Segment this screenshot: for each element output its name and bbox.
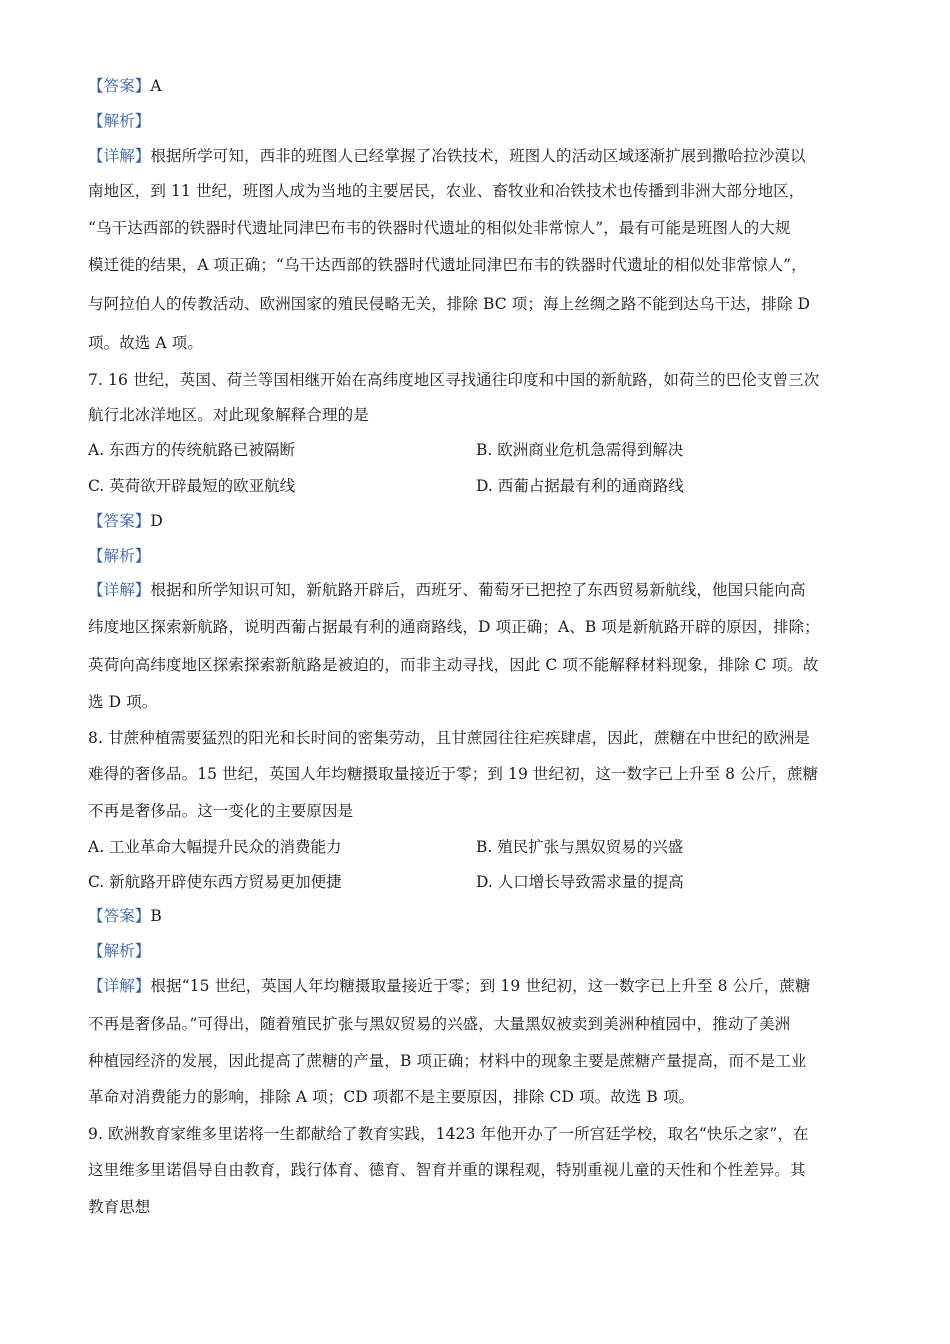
- analysis-label: 【解析】: [88, 942, 151, 960]
- detail-label: 【详解】: [88, 581, 151, 599]
- analysis-label: 【解析】: [88, 547, 151, 565]
- q7-option-c: C. 英荷欲开辟最短的欧亚航线: [88, 477, 296, 495]
- q7-option-b: B. 欧洲商业危机急需得到解决: [476, 441, 684, 459]
- q6-analysis-row: [88, 111, 866, 131]
- answer-label: 【答案】: [88, 77, 151, 95]
- q8-stem-line: 难得的奢侈品。15 世纪，英国人年均糖摄取量接近于零；到 19 世纪初，这一数字已上升至 8 公斤，蔗糖: [88, 765, 819, 783]
- q6-detail-line: “乌干达西部的铁器时代遗址同津巴布韦的铁器时代遗址的相似处非常惊人”，最有可能是班图人的大规: [88, 219, 791, 237]
- q6-detail-line: [88, 146, 866, 166]
- q6-detail-text: 根据所学可知，西非的班图人已经掌握了冶铁技术，班图人的活动区域逐渐扩展到撒哈拉沙漠以: [150, 147, 806, 165]
- q8-option-a: A. 工业革命大幅提升民众的消费能力: [88, 838, 342, 856]
- q7-answer-value: D: [150, 512, 163, 530]
- q7-option-d: D. 西葡占据最有利的通商路线: [476, 477, 684, 495]
- q9-stem-line: 这里维多里诺倡导自由教育，践行体育、德育、智育并重的课程观，特别重视儿童的天性和个性差异。其: [88, 1161, 806, 1179]
- q7-analysis-row: [88, 546, 866, 566]
- q8-option-b: B. 殖民扩张与黑奴贸易的兴盛: [476, 838, 684, 856]
- q8-answer-row: [88, 906, 866, 926]
- q8-detail-line: 种植园经济的发展，因此提高了蔗糖的产量，B 项正确；材料中的现象主要是蔗糖产量提高，而不是工业: [88, 1052, 807, 1070]
- q7-detail-line: 纬度地区探索新航路，说明西葡占据最有利的通商路线，D 项正确；A、B 项是新航路开辟的原因，排除；: [88, 618, 820, 636]
- q9-stem-line: 9. 欧洲教育家维多里诺将一生都献给了教育实践，1423 年他开办了一所宫廷学校，取名“快乐之家”，在: [88, 1125, 809, 1143]
- answer-label: 【答案】: [88, 512, 151, 530]
- q7-answer-row: [88, 511, 866, 531]
- q8-stem-line: 8. 甘蔗种植需要猛烈的阳光和长时间的密集劳动，且甘蔗园往往疟疾肆虐，因此，蔗糖在中世纪的欧洲是: [88, 729, 811, 747]
- q6-detail-line: 项。故选 A 项。: [88, 334, 203, 352]
- q8-detail-line: 不再是奢侈品。”可得出，随着殖民扩张与黑奴贸易的兴盛，大量黑奴被卖到美洲种植园中，推动了美洲: [88, 1015, 791, 1033]
- q7-detail-line: 英荷向高纬度地区探索探索新航路是被迫的，而非主动寻找，因此 C 项不能解释材料现象，排除 C 项。故: [88, 656, 819, 674]
- q6-answer-value: A: [150, 77, 162, 95]
- q8-answer-value: B: [150, 907, 162, 925]
- q7-stem-line: 7. 16 世纪，英国、荷兰等国相继开始在高纬度地区寻找通往印度和中国的新航路，如荷兰的巴伦支曾三次: [88, 371, 820, 389]
- q8-option-c: C. 新航路开辟使东西方贸易更加便捷: [88, 873, 342, 891]
- q8-detail-text: 根据“15 世纪，英国人年均糖摄取量接近于零；到 19 世纪初，这一数字已上升至 8 公斤，蔗糖: [150, 977, 811, 995]
- q8-detail-line: [88, 976, 866, 996]
- q6-detail-line: 南地区，到 11 世纪，班图人成为当地的主要居民，农业、畜牧业和冶铁技术也传播到非洲大部分地区，: [88, 182, 805, 200]
- q7-detail-line: [88, 580, 866, 600]
- q8-analysis-row: [88, 941, 866, 961]
- q7-detail-line: 选 D 项。: [88, 693, 158, 711]
- q6-detail-line: 与阿拉伯人的传教活动、欧洲国家的殖民侵略无关，排除 BC 项；海上丝绸之路不能到达乌干达，排除 D: [88, 295, 811, 313]
- q7-detail-text: 根据和所学知识可知，新航路开辟后，西班牙、葡萄牙已把控了东西贸易新航线，他国只能向高: [150, 581, 806, 599]
- detail-label: 【详解】: [88, 147, 151, 165]
- analysis-label: 【解析】: [88, 112, 151, 130]
- q8-detail-line: 革命对消费能力的影响，排除 A 项；CD 项都不是主要原因，排除 CD 项。故选 B 项。: [88, 1088, 695, 1106]
- q8-option-d: D. 人口增长导致需求量的提高: [476, 873, 684, 891]
- q7-stem-line: 航行北冰洋地区。对此现象解释合理的是: [88, 406, 369, 424]
- q6-answer-row: [88, 76, 866, 96]
- q6-detail-line: 模迁徙的结果，A 项正确；“乌干达西部的铁器时代遗址同津巴布韦的铁器时代遗址的相似处非常惊人”，: [88, 256, 807, 274]
- answer-label: 【答案】: [88, 907, 151, 925]
- detail-label: 【详解】: [88, 977, 151, 995]
- q7-option-a: A. 东西方的传统航路已被隔断: [88, 441, 296, 459]
- q9-stem-line: 教育思想: [88, 1198, 151, 1216]
- q8-stem-line: 不再是奢侈品。这一变化的主要原因是: [88, 802, 354, 820]
